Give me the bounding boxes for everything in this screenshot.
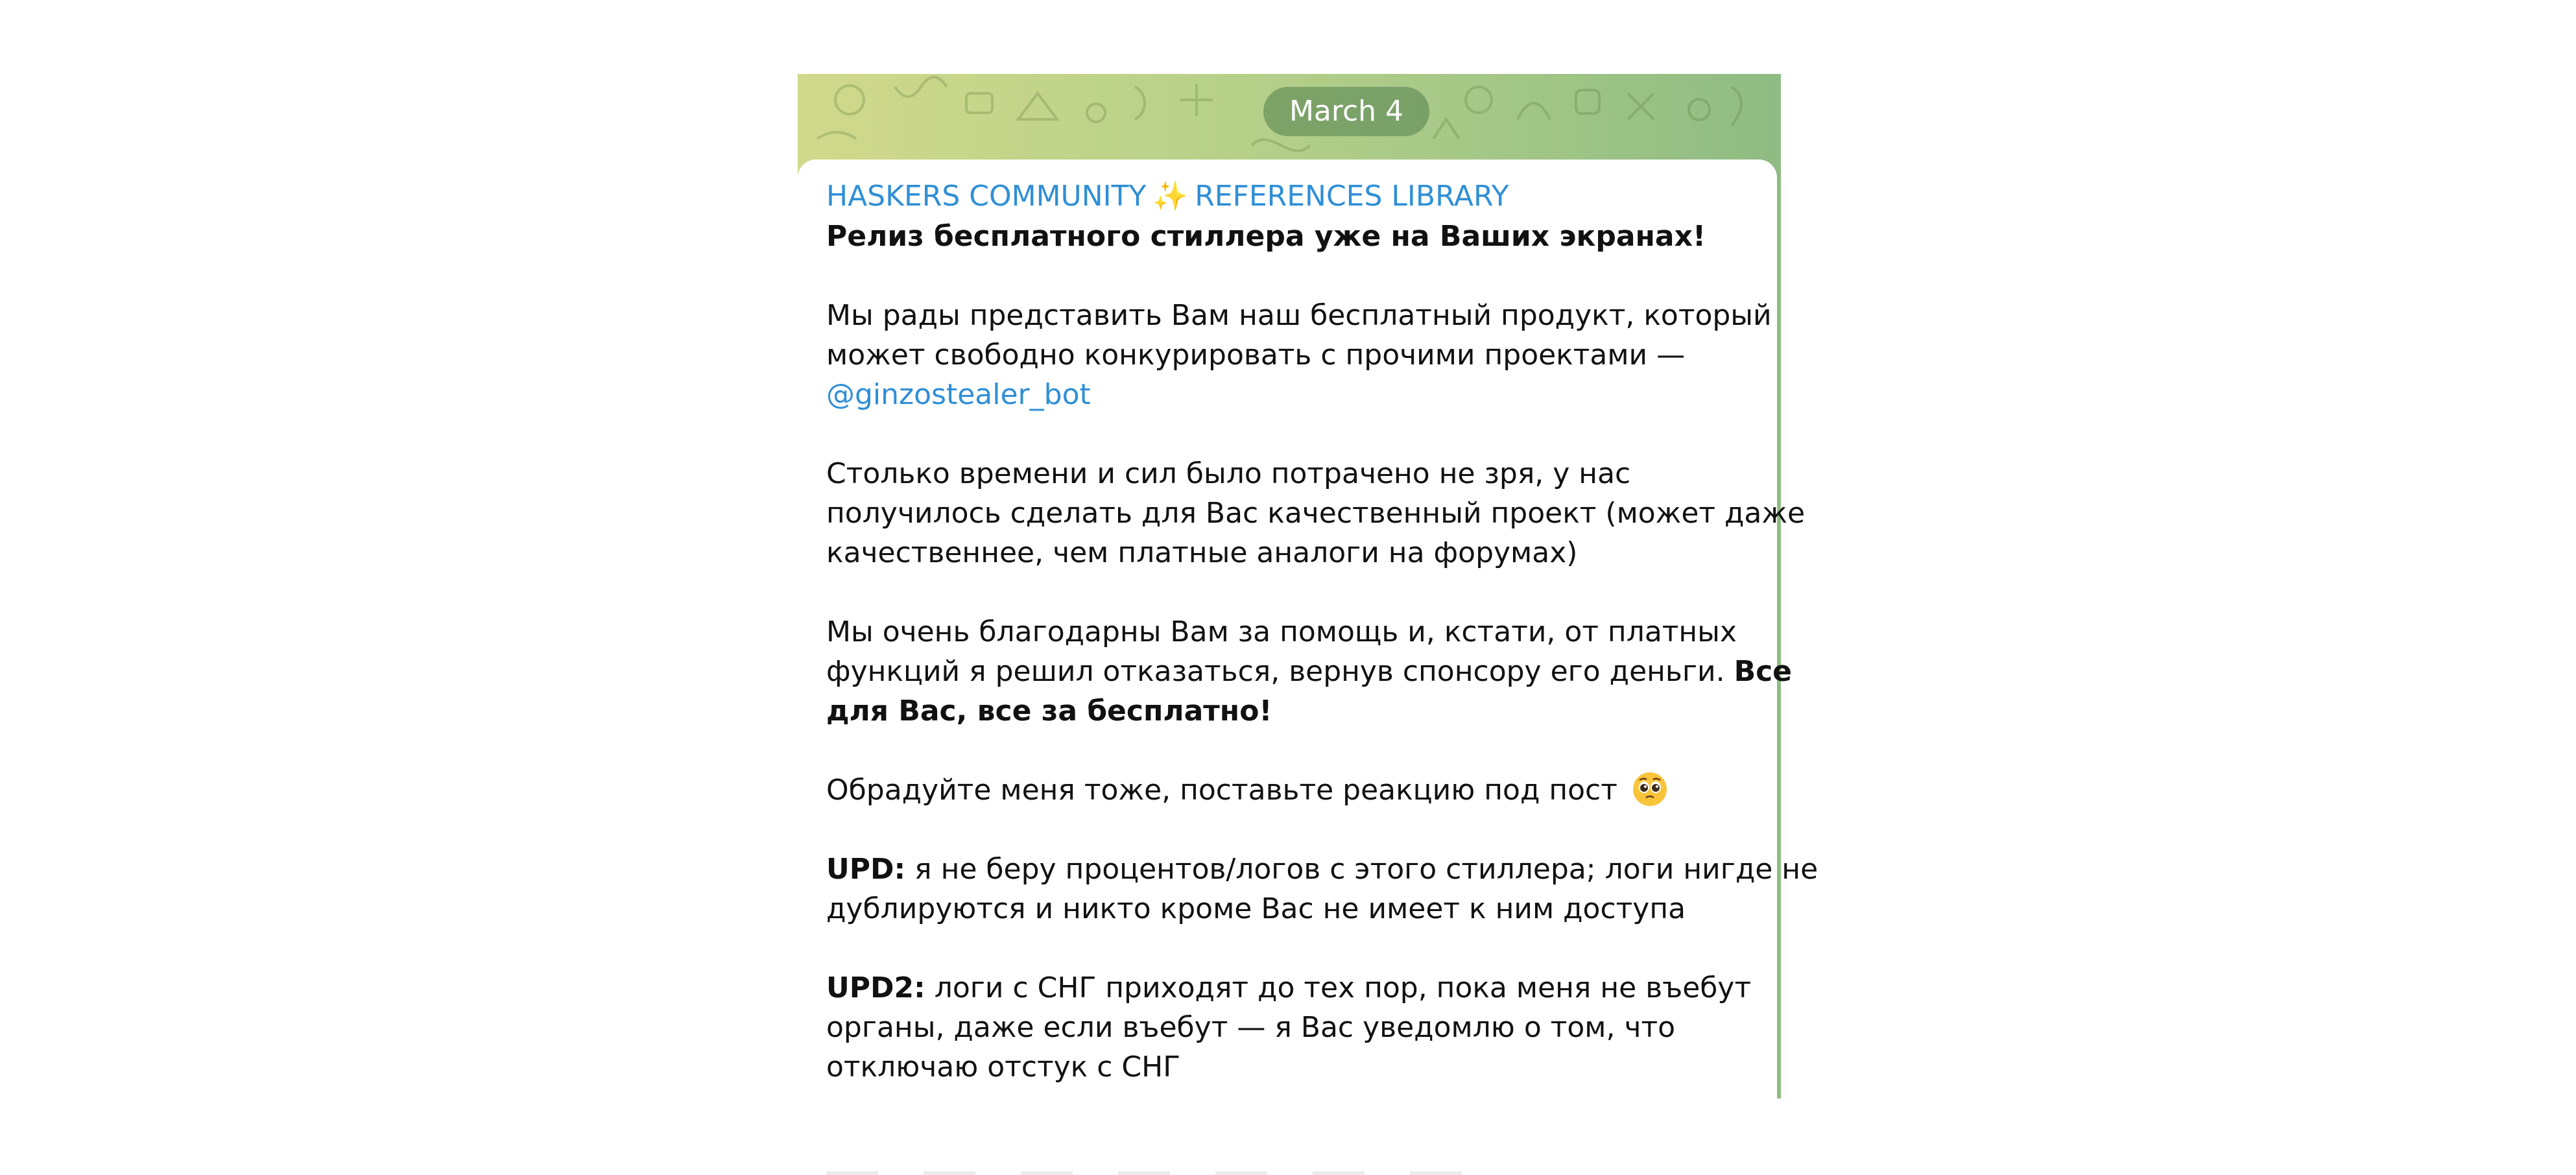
chat-background xyxy=(798,74,1819,1098)
spacer xyxy=(826,810,1760,849)
spacer xyxy=(826,573,1760,612)
paragraph-3-line-2 xyxy=(826,652,1793,691)
spacer xyxy=(826,929,1760,968)
message-content xyxy=(826,176,1819,1087)
upd2-line-3: отключаю отстук с СНГ xyxy=(826,1050,1181,1084)
paragraph-4 xyxy=(826,770,1760,810)
upd1-line-1-text: я не беру процентов/логов с этого стиллера; логи нигде не xyxy=(914,853,1819,886)
paragraph-1-line-1: Мы рады представить Вам наш бесплатный продукт, который xyxy=(826,299,1772,332)
paragraph-3-line-2-bold: Все xyxy=(1734,655,1793,688)
channel-name-part1[interactable]: HASKERS COMMUNITY xyxy=(826,180,1147,213)
channel-name[interactable] xyxy=(826,176,1760,217)
paragraph-3-line-2-text: функций я решил отказаться, вернув спонсору его деньги. xyxy=(826,655,1725,688)
truncated-content-hint xyxy=(826,1171,1475,1175)
spacer xyxy=(826,731,1760,770)
upd2-label: UPD2: xyxy=(826,971,925,1004)
date-separator: March 4 xyxy=(1263,87,1429,136)
paragraph-3-line-3: для Вас, все за бесплатно! xyxy=(826,694,1272,728)
upd1-line-1 xyxy=(826,849,1819,889)
bot-mention-link[interactable]: @ginzostealer_bot xyxy=(826,378,1091,411)
message-title: Релиз бесплатного стиллера уже на Ваших экранах! xyxy=(826,220,1706,253)
paragraph-3-line-1: Мы очень благодарны Вам за помощь и, кстати, от платных xyxy=(826,615,1737,648)
paragraph-4-text: Обрадуйте меня тоже, поставьте реакцию под пост xyxy=(826,774,1617,807)
upd2-line-2: органы, даже если въебут — я Вас уведомлю о том, что xyxy=(826,1011,1675,1044)
paragraph-1-line-2: может свободно конкурировать с прочими проектами — xyxy=(826,338,1686,372)
upd1-label: UPD: xyxy=(826,853,906,886)
message-bubble[interactable] xyxy=(798,160,1819,1132)
pleading-face-icon xyxy=(1632,771,1668,807)
upd1-line-2: дублируются и никто кроме Вас не имеет к ним доступа xyxy=(826,892,1686,925)
paragraph-2-line-2: получилось сделать для Вас качественный проект (может даже xyxy=(826,497,1806,530)
upd2-line-1-text: логи с СНГ приходят до тех пор, пока меня не въебут xyxy=(934,971,1752,1004)
upd2-line-1 xyxy=(826,968,1760,1008)
spacer xyxy=(826,414,1760,454)
spacer xyxy=(826,256,1760,296)
paragraph-2-line-1: Столько времени и сил было потрачено не зря, у нас xyxy=(826,457,1631,490)
paragraph-2-line-3: качественнее, чем платные аналоги на форумах) xyxy=(826,536,1578,569)
channel-name-part2[interactable]: REFERENCES LIBRARY xyxy=(1195,180,1509,213)
sparkle-icon: ✨ xyxy=(1152,180,1189,213)
